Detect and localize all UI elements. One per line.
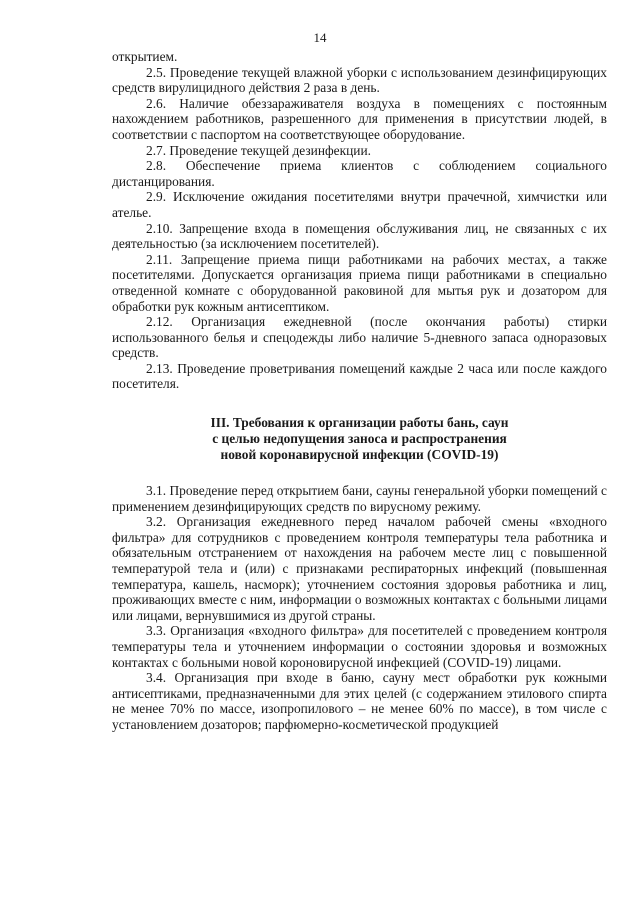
paragraph: 2.11. Запрещение приема пищи работниками на рабочих местах, а также посетителями. Допускается организация приема пищи работниками в специально отведенной комнате с оборудованной раковиной для мытья рук и дозатором для обработки рук кожным антисептиком. xyxy=(112,251,607,314)
paragraph: 3.1. Проведение перед открытием бани, сауны генеральной уборки помещений с применением дезинфицирующих средств по вирусному режиму. xyxy=(112,483,607,514)
section-heading xyxy=(112,415,607,463)
paragraph: открытием. xyxy=(112,49,178,64)
paragraph: 2.6. Наличие обеззараживателя воздуха в помещениях с постоянным нахождением работников, разрешенного для применения в присутствии людей, в соответствии с паспортом на соответствующее оборудование. xyxy=(112,95,607,142)
paragraph: 3.3. Организация «входного фильтра» для посетителей с проведением контроля температуры тела и уточнением информации о состоянии здоровья и возможных контактах с больными новой короновирусной инфекцией (COVID-19) лицами. xyxy=(112,623,607,670)
paragraph: 2.8. Обеспечение приема клиентов с соблюдением социального дистанцирования. xyxy=(112,158,607,189)
page-number: 14 xyxy=(313,30,327,45)
paragraph: 2.5. Проведение текущей влажной уборки с использованием дезинфицирующих средств вирулицидного действия 2 раза в день. xyxy=(112,64,607,96)
paragraph: 2.7. Проведение текущей дезинфекции. xyxy=(146,142,371,158)
paragraph: 3.2. Организация ежедневного перед началом рабочей смены «входного фильтра» для сотрудников с проведением контроля температуры тела работника и обязательным отстранением от нахождения на рабочем месте лиц с повышенной температурой тела и (или) с признаками респираторных инфекций (повышенная температура, кашель, насморк); уточнением состояния здоровья работника и лиц, проживающих вместе с ним, информации о возможных контактах с больными лицами или лицами, вернувшимися из другой страны. xyxy=(112,514,607,623)
paragraph: 2.12. Организация ежедневной (после окончания работы) стирки использованного белья и спецодежды либо наличие 5-дневного запаса одноразовых средств. xyxy=(112,314,607,361)
paragraph: 2.10. Запрещение входа в помещения обслуживания лиц, не связанных с их деятельностью (за исключением посетителей). xyxy=(112,220,607,252)
section-heading-line: с целью недопущения заноса и распространения xyxy=(212,431,507,447)
document-body xyxy=(112,49,607,733)
paragraph: 2.9. Исключение ожидания посетителями внутри прачечной, химчистки или ателье. xyxy=(112,189,607,220)
section-heading-line: новой коронавирусной инфекции (COVID-19) xyxy=(220,447,499,463)
section-heading-line: III. Требования к организации работы бань, саун xyxy=(210,415,509,431)
paragraph: 3.4. Организация при входе в баню, сауну мест обработки рук кожными антисептиками, предназначенными для этих целей (с содержанием этилового спирта не менее 70% по массе, изопропилового – не менее 60% по массе), в том числе с установлением дозаторов; парфюмерно-косметической продукцией xyxy=(112,670,607,732)
paragraph: 2.13. Проведение проветривания помещений каждые 2 часа или после каждого посетителя. xyxy=(112,360,607,392)
